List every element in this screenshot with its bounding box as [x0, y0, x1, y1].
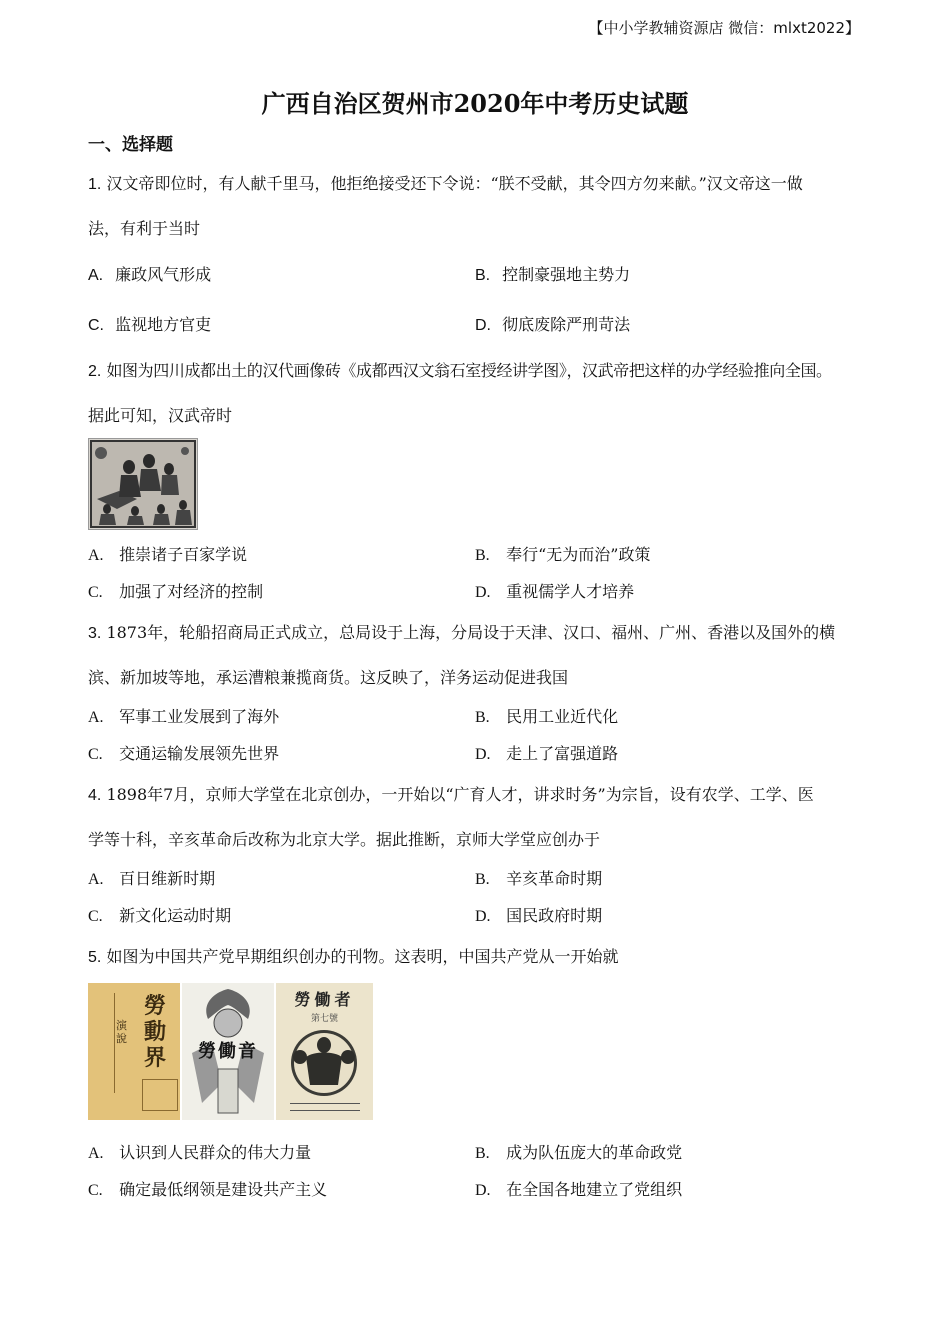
option-1d[interactable]: D. 彻底废除严刑苛法: [475, 315, 631, 334]
question-number: 2.: [88, 363, 102, 380]
option-2b[interactable]: B. 奉行“无为而治”政策: [475, 545, 651, 564]
question-3-stem: [88, 611, 868, 700]
question-2-stem: [88, 349, 868, 438]
magazine-title: 勞動界: [144, 993, 167, 1071]
magazine-subtitle: 第七號: [310, 1014, 338, 1024]
option-5a[interactable]: A. 认识到人民群众的伟大力量: [88, 1143, 312, 1162]
section-heading: 一、选择题: [88, 135, 173, 155]
han-brick-relief-image: [88, 438, 198, 530]
question-text: 如图为中国共产党早期组织创办的刊物。这表明，中国共产党从一开始就: [106, 947, 619, 966]
option-5c[interactable]: C. 确定最低纲领是建设共产主义: [88, 1180, 328, 1199]
magazine-subtitle: 演說: [116, 1019, 127, 1045]
option-3b[interactable]: B. 民用工业近代化: [475, 707, 619, 726]
option-3c[interactable]: C. 交通运输发展领先世界: [88, 744, 280, 763]
magazine-cover-laodongjie: [88, 983, 180, 1120]
magazine-cover-laodongyin: [182, 983, 274, 1120]
question-text: 法，有利于当时: [88, 219, 201, 238]
magazine-cover-laodongzhe: [276, 983, 373, 1120]
question-text: 汉文帝即位时，有人献千里马，他拒绝接受还下令说：“朕不受献，其令四方勿来献。”汉文帝这一做: [106, 174, 803, 193]
question-number: 4.: [88, 787, 102, 804]
question-number: 1.: [88, 176, 102, 193]
magazine-title: 勞働者: [294, 990, 355, 1009]
option-3d[interactable]: D. 走上了富强道路: [475, 744, 619, 763]
option-1c[interactable]: C. 监视地方官吏: [88, 315, 212, 334]
question-number: 3.: [88, 625, 102, 642]
question-4-stem: [88, 773, 868, 862]
option-2a[interactable]: A. 推崇诸子百家学说: [88, 545, 248, 564]
option-3a[interactable]: A. 军事工业发展到了海外: [88, 707, 280, 726]
question-number: 5.: [88, 949, 102, 966]
question-text: 据此可知，汉武帝时: [88, 406, 233, 425]
question-text: 1873年，轮船招商局正式成立，总局设于上海，分局设于天津、汉口、福州、广州、香港以及国外的横: [106, 623, 836, 642]
early-cpc-publications-image: [88, 983, 373, 1120]
option-4c[interactable]: C. 新文化运动时期: [88, 906, 232, 925]
question-text: 如图为四川成都出土的汉代画像砖《成都西汉文翁石室授经讲学图》，汉武帝把这样的办学经验推向全国。: [106, 361, 832, 380]
question-1-stem: [88, 162, 868, 251]
option-1b[interactable]: B. 控制豪强地主势力: [475, 265, 631, 284]
option-4b[interactable]: B. 辛亥革命时期: [475, 869, 603, 888]
option-5d[interactable]: D. 在全国各地建立了党组织: [475, 1180, 683, 1199]
question-text: 滨、新加坡等地，承运漕粮兼揽商货。这反映了，洋务运动促进我国: [88, 668, 569, 687]
option-2d[interactable]: D. 重视儒学人才培养: [475, 582, 635, 601]
question-text: 学等十科，辛亥革命后改称为北京大学。据此推断，京师大学堂应创办于: [88, 830, 601, 849]
option-5b[interactable]: B. 成为队伍庞大的革命政党: [475, 1143, 683, 1162]
question-5-stem: [88, 935, 868, 980]
magazine-title: 勞働音: [198, 1041, 258, 1062]
option-1a[interactable]: A. 廉政风气形成: [88, 265, 212, 284]
option-2c[interactable]: C. 加强了对经济的控制: [88, 582, 264, 601]
question-text: 1898年7月，京师大学堂在北京创办，一开始以“广育人才，讲求时务”为宗旨，设有农学、工学、医: [106, 785, 814, 804]
option-4d[interactable]: D. 国民政府时期: [475, 906, 603, 925]
page-header: 【中小学教辅资源店 微信：mlxt2022】: [588, 19, 860, 37]
page-title: 广西自治区贺州市2020年中考历史试题: [261, 89, 689, 118]
option-4a[interactable]: A. 百日维新时期: [88, 869, 216, 888]
